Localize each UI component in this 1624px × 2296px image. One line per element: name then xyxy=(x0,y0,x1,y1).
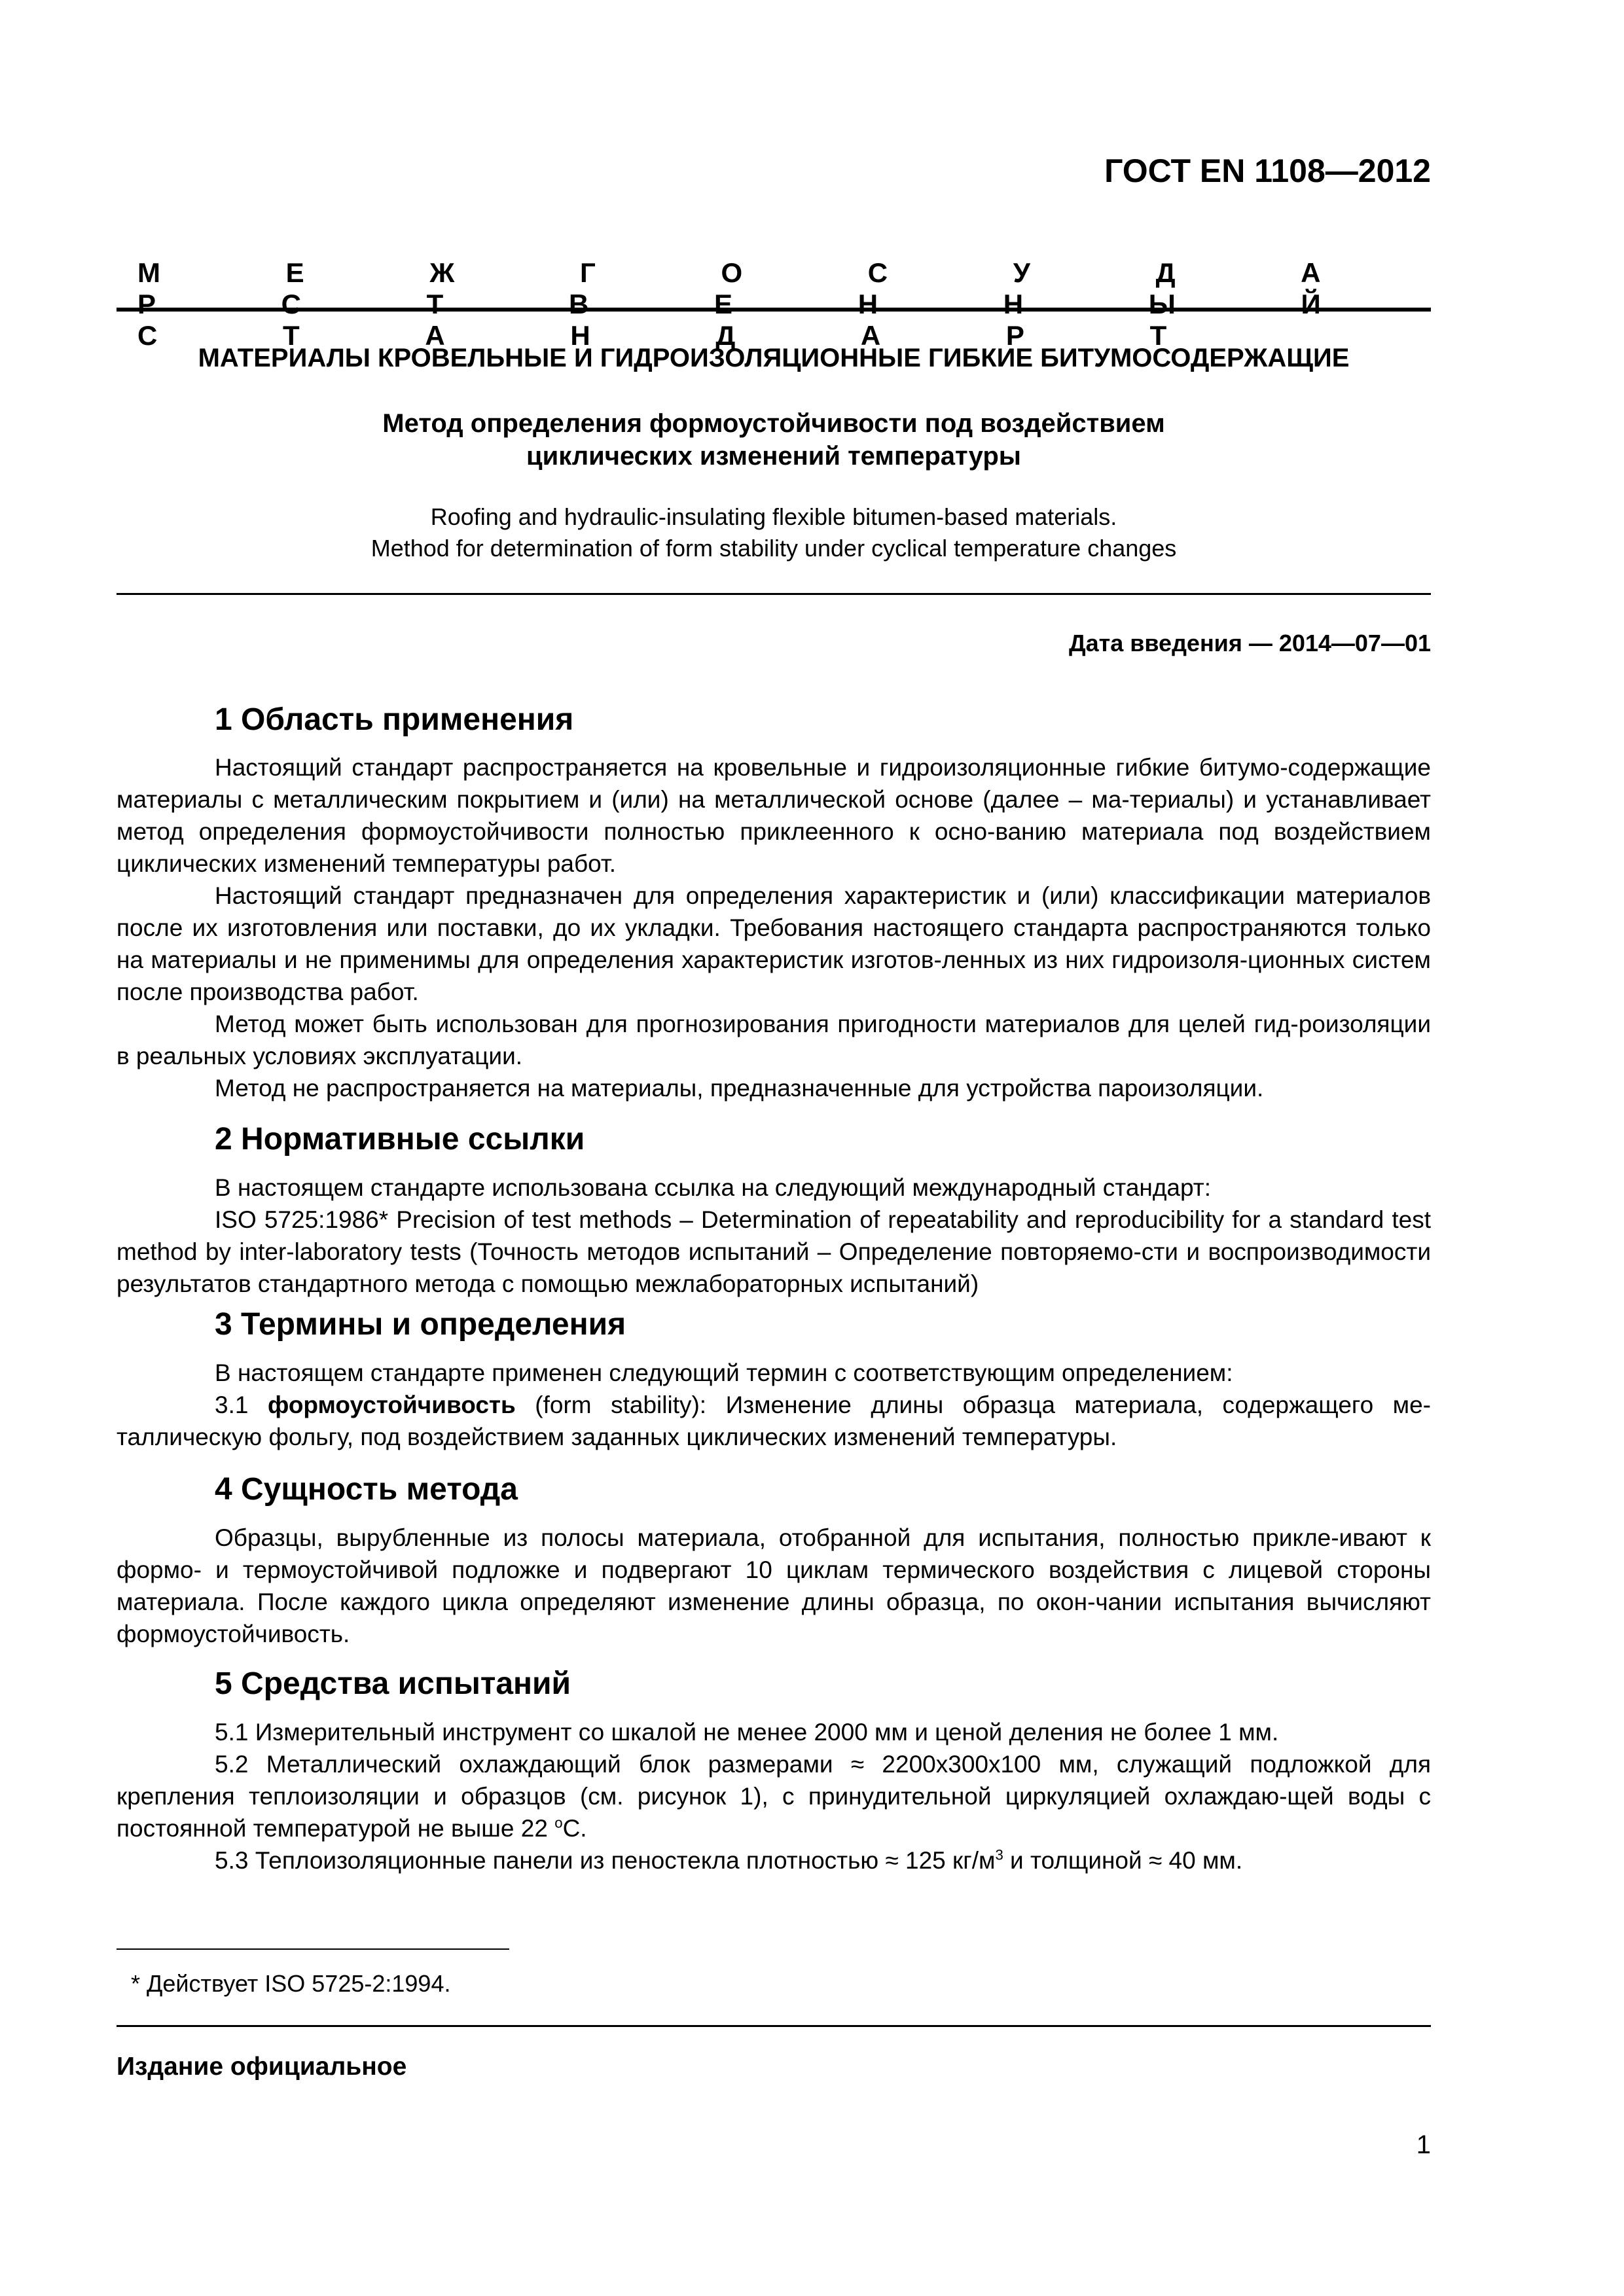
page-number: 1 xyxy=(1416,2130,1431,2159)
subtitle-russian xyxy=(117,407,1431,473)
section-2-paragraph: В настоящем стандарте использована ссылка на следующий международный стандарт: xyxy=(215,1174,1212,1201)
title-english-line-2: Method for determination of form stability under cyclical temperature changes xyxy=(370,535,1177,562)
section-1-paragraph: Настоящий стандарт предназначен для определения характеристик и (или) классификации материалов после их изготовления или поставки, до их укладки. Требования настоящего стандарта распространяются только на материалы и не применимы для определения характеристик изготов-ленных из них гидроизоля-ционных систем после производства работ. xyxy=(117,882,1431,1005)
section-5-heading: 5 Средства испытаний xyxy=(215,1666,571,1701)
banner-word-2: С Т А Н Д А Р Т xyxy=(137,320,1193,351)
defined-term: формоустойчивость xyxy=(267,1391,516,1418)
section-2-paragraph: ISO 5725:1986* Precision of test methods – Determination of repeatability and reproducibility for a standard test method by inter-laboratory tests (Точность методов испытаний – Определение повторяемо-сти и воспроизводимости результатов стандартного метода с помощью межлабораторных испытаний) xyxy=(117,1206,1431,1297)
section-4-heading: 4 Сущность метода xyxy=(215,1472,518,1507)
cubic-sup: 3 xyxy=(995,1846,1003,1863)
item-3-text: 5.3 Теплоизоляционные панели из пеностекла плотностью ≈ 125 кг/м xyxy=(215,1847,996,1874)
section-2-body xyxy=(117,1172,1431,1300)
banner-word-1: М Е Ж Г О С У Д А Р С Т В Е Н Н Ы Й xyxy=(137,257,1347,319)
item-2-unit: С. xyxy=(562,1815,587,1842)
title-russian: МАТЕРИАЛЫ КРОВЕЛЬНЫЕ И ГИДРОИЗОЛЯЦИОННЫЕ ГИБКИЕ БИТУМОСОДЕРЖАЩИЕ xyxy=(198,344,1350,372)
section-1-paragraph: Настоящий стандарт распространяется на кровельные и гидроизоляционные гибкие битумо-содержащие материалы с металлическим покрытием и (или) на металлической основе (далее – ма-териалы) и устанавливает метод определения формоустойчивости полностью приклеенного к осно-ванию материала под воздействием циклических изменений температуры работ. xyxy=(117,754,1431,877)
title-english-line-1: Roofing and hydraulic-insulating flexible bitumen-based materials. xyxy=(430,503,1117,530)
section-3-definition xyxy=(117,1389,1431,1453)
section-3-heading: 3 Термины и определения xyxy=(215,1307,626,1342)
introduction-date: Дата введения — 2014—07—01 xyxy=(1068,630,1431,656)
title-english xyxy=(117,501,1431,564)
item-2-text: 5.2 Металлический охлаждающий блок размерами ≈ 2200х300х100 мм, служащий подложкой для крепления теплоизоляции и образцов (см. рисунок 1), с принудительной циркуляцией охлаждаю-щей воды с постоянной температурой не выше 22 xyxy=(117,1751,1431,1842)
definition-text: (form stability): Изменение длины образца материала, содержащего ме-таллическую фольгу, под воздействием заданных циклических изменений температуры. xyxy=(117,1391,1431,1450)
section-1-paragraph: Метод не распространяется на материалы, предназначенные для устройства пароизоляции. xyxy=(215,1075,1264,1102)
section-2-heading: 2 Нормативные ссылки xyxy=(215,1122,585,1157)
document-code: ГОСТ EN 1108—2012 xyxy=(1104,152,1431,189)
footer-rule xyxy=(117,2025,1431,2027)
title-rule xyxy=(117,593,1431,595)
item-3-tail: и толщиной ≈ 40 мм. xyxy=(1003,1847,1243,1874)
section-5-item-2 xyxy=(117,1748,1431,1844)
subtitle-line-1: Метод определения формоустойчивости под воздействием xyxy=(382,409,1165,438)
section-1-body xyxy=(117,751,1431,1104)
definition-number: 3.1 xyxy=(215,1391,268,1418)
section-1-paragraph: Метод может быть использован для прогнозирования пригодности материалов для целей гид-роизоляции в реальных условиях эксплуатации. xyxy=(117,1011,1431,1069)
standard-banner xyxy=(137,257,1407,351)
section-3-paragraph: В настоящем стандарте применен следующий термин с соответствующим определением: xyxy=(215,1359,1233,1386)
section-4-paragraph: Образцы, вырубленные из полосы материала, отобранной для испытания, полностью прикле-ивают к формо- и термоустойчивой подложке и подвергают 10 циклам термического воздействия с лицевой стороны материала. После каждого цикла определяют изменение длины образца, по окон-чании испытания вычисляют формоустойчивость. xyxy=(117,1524,1431,1647)
section-5-item-3 xyxy=(117,1844,1431,1876)
section-3-body xyxy=(117,1357,1431,1453)
footnote: * Действует ISO 5725-2:1994. xyxy=(131,1970,451,1997)
section-4-body xyxy=(117,1522,1431,1650)
edition-label: Издание официальное xyxy=(117,2053,407,2081)
header-rule xyxy=(117,308,1431,312)
section-5-body xyxy=(117,1716,1431,1876)
section-5-item-1: 5.1 Измерительный инструмент со шкалой не менее 2000 мм и ценой деления не более 1 мм. xyxy=(215,1719,1279,1746)
degree-sup: o xyxy=(554,1814,563,1831)
section-1-heading: 1 Область применения xyxy=(215,702,574,737)
footnote-rule xyxy=(117,1948,509,1950)
subtitle-line-2: циклических изменений температуры xyxy=(526,442,1021,471)
